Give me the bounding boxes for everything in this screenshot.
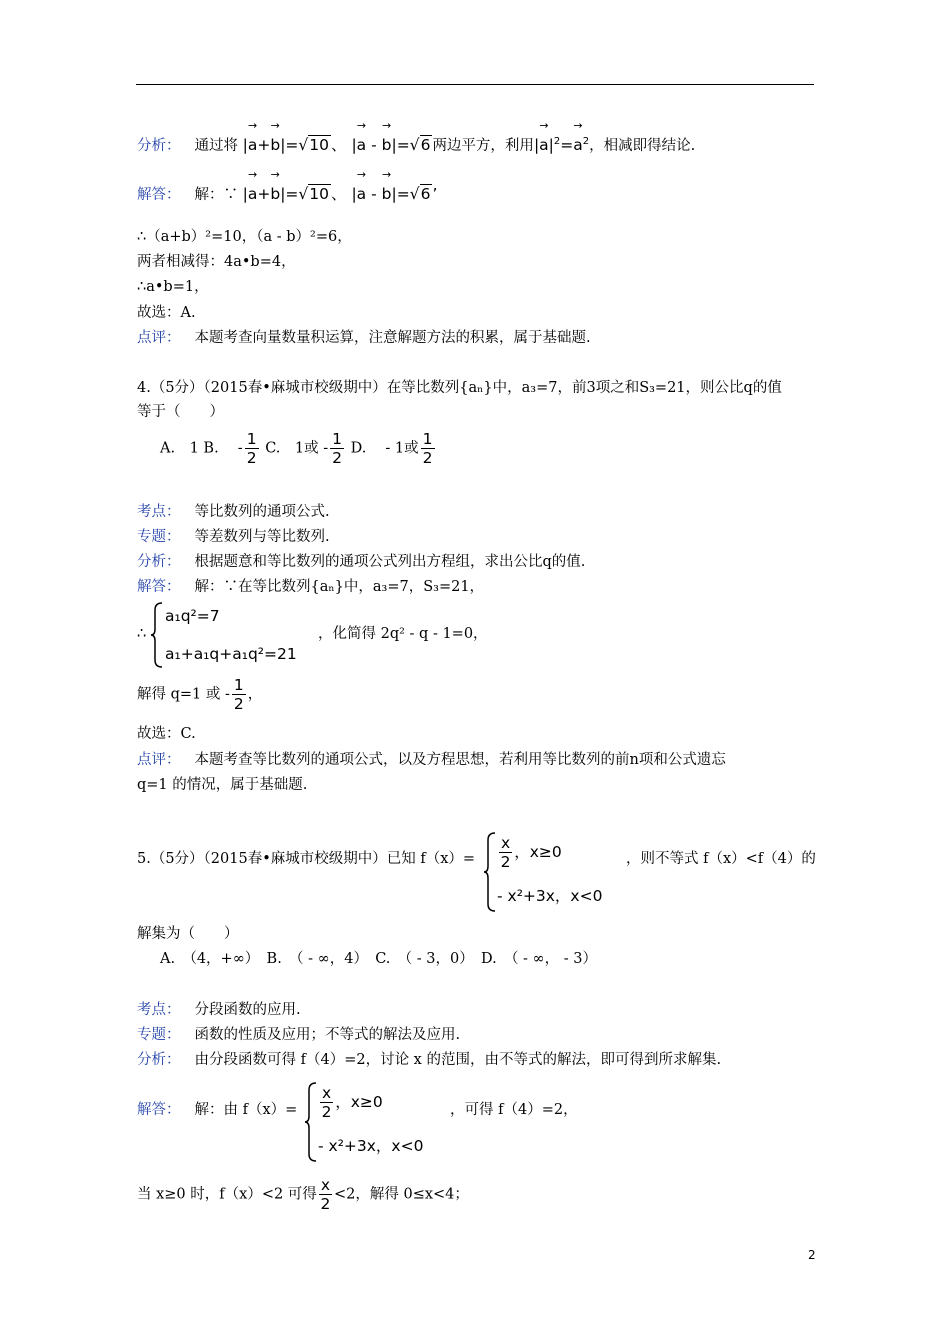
q5-answer-piece1: $\frac{x}{2}$ ，x≥0 bbox=[321, 1084, 383, 1121]
q4-analysis: 分析： 根据题意和等比数列的通项公式列出方程组，求出公比q的值. bbox=[137, 554, 586, 570]
left-brace-icon bbox=[483, 832, 497, 912]
q5-analysis: 分析： 由分段函数可得 f（4）=2，讨论 x 的范围，由不等式的解法，即可得到所求解集. bbox=[137, 1052, 722, 1068]
q4-stem-line1: 4.（5分）（2015春•麻城市校级期中）在等比数列{aₙ}中，a₃=7，前3项之和S₃=21，则公比q的值 bbox=[137, 380, 782, 396]
q4-topic: 专题： 等差数列与等比数列. bbox=[137, 529, 330, 545]
math-expr: |→ a+→ b|=√10 、 |→ a - → b|=√6 bbox=[243, 136, 433, 154]
q5-case1: 当 x≥0 时，f（x）<2 可得 $\frac{x}{2}$ <2，解得 0≤x<4； bbox=[137, 1176, 469, 1213]
q5-stem-line2: 解集为（ ） bbox=[137, 926, 239, 942]
q4-system-eq2: a₁+a₁q+a₁q²=21 bbox=[165, 645, 297, 663]
q3-choose: 故选：A. bbox=[137, 305, 196, 321]
q3-comment: 点评： 本题考查向量数量积运算，注意解题方法的积累，属于基础题. bbox=[137, 330, 591, 346]
q4-answer: 解答： 解：∵在等比数列{aₙ}中，a₃=7，S₃=21， bbox=[137, 579, 485, 595]
q3-step1: ∴（a+b）²=10，（a - b）²=6， bbox=[137, 229, 352, 245]
q5-answer-piece2: - x²+3x，x<0 bbox=[318, 1137, 424, 1155]
q5-topic: 专题： 函数的性质及应用；不等式的解法及应用. bbox=[137, 1027, 461, 1043]
q3-step2: 两者相减得：4a•b=4， bbox=[137, 254, 296, 270]
left-brace-icon bbox=[150, 602, 164, 668]
q5-options: A. （4，+∞） B. （ - ∞，4） C. （ - 3，0） D. （ - ∞， - 3） bbox=[160, 951, 597, 967]
q5-stem-post: ，则不等式 f（x）<f（4）的 bbox=[626, 851, 816, 867]
q4-solve: 解得 q=1 或 - $\frac{1}{2}$ ， bbox=[137, 676, 263, 713]
left-brace-icon bbox=[304, 1082, 318, 1162]
q4-therefore: ∴ bbox=[137, 626, 147, 642]
q5-piece2: - x²+3x，x<0 bbox=[497, 887, 603, 905]
q4-comment-cont: q=1 的情况，属于基础题. bbox=[137, 777, 308, 793]
q5-answer: 解答： 解：由 f（x）= bbox=[137, 1102, 298, 1118]
q4-comment: 点评： 本题考查等比数列的通项公式，以及方程思想，若利用等比数列的前n项和公式遗忘 bbox=[137, 752, 726, 768]
math-expr: |→ $a|^2=\to a^2$ bbox=[534, 136, 589, 154]
q4-stem-line2: 等于（ ） bbox=[137, 404, 224, 420]
q4-kaodian: 考点： 等比数列的通项公式. bbox=[137, 504, 330, 520]
q5-answer-post: ，可得 f（4）=2， bbox=[450, 1102, 578, 1118]
math-expr: |→ a+→ b|=√10 、 |→ a - → b|=√6 ’ bbox=[243, 185, 438, 203]
q4-simplify: ，化简得 2q² - q - 1=0， bbox=[318, 626, 488, 642]
page-number: 2 bbox=[808, 1248, 816, 1262]
q4-options: A. 1 B. - $\frac{1}{2}$ C. 1或 - $\frac{1}{2}$ D. - 1或 $\frac{1}{2}$ bbox=[160, 430, 433, 467]
q5-stem: 5.（5分）（2015春•麻城市校级期中）已知 f（x）= bbox=[137, 851, 476, 867]
q3-answer: 解答： 解：∵ |→ a+→ b|=√10 、 |→ a - → b|=√6 ’ bbox=[137, 180, 437, 205]
q3-step3: ∴a•b=1， bbox=[137, 279, 209, 295]
q5-piece1: $\frac{x}{2}$ ，x≥0 bbox=[500, 834, 562, 871]
q5-kaodian: 考点： 分段函数的应用. bbox=[137, 1002, 301, 1018]
q4-choose: 故选：C. bbox=[137, 726, 196, 742]
q4-system-eq1: a₁q²=7 bbox=[165, 607, 220, 625]
header-rule bbox=[136, 84, 814, 85]
q3-analysis: 分析： 通过将 |→ a+→ b|=√10 、 |→ a - → b|=√6 两边平方，利用|→ $a|^2=\to a^2$，相减即得结论. bbox=[137, 131, 695, 156]
